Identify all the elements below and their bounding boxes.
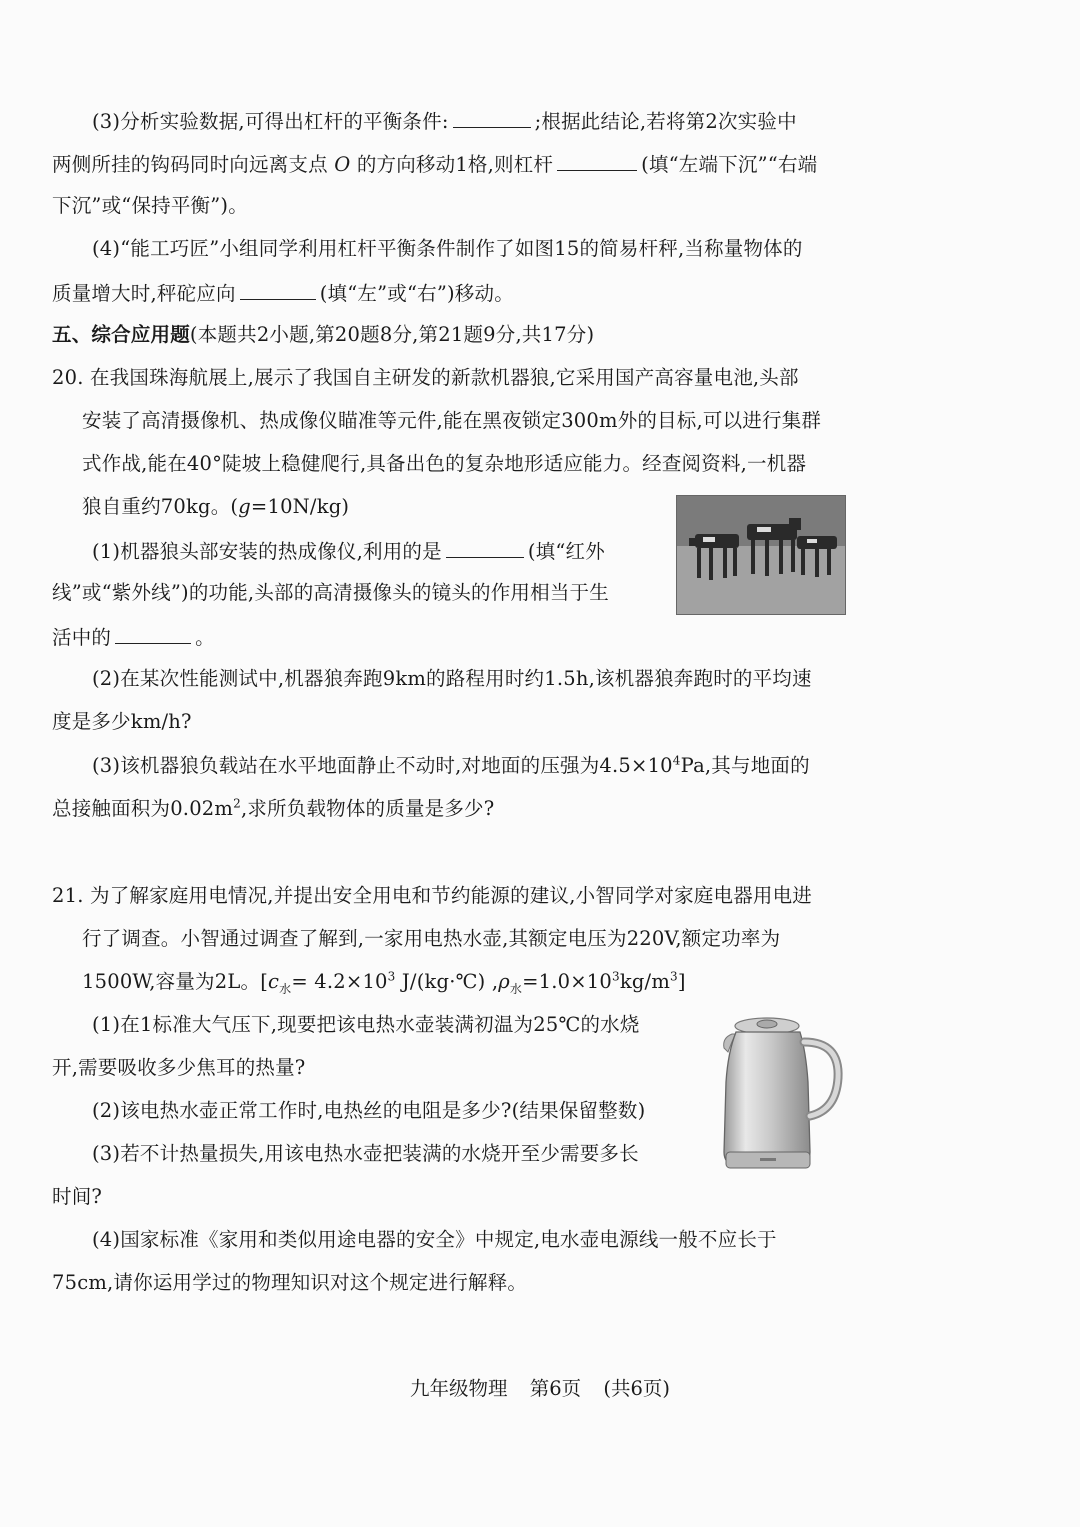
text: 开,需要吸收多少焦耳的热量? — [52, 1056, 306, 1079]
density-symbol: ρ — [498, 970, 510, 993]
text: 两侧所挂的钩码同时向远离支点 — [52, 153, 328, 176]
answer-blank — [453, 107, 531, 128]
text: 活中的 — [52, 626, 112, 649]
text: 。 — [195, 626, 215, 649]
robot-wolf-photo — [676, 495, 846, 615]
answer-blank — [240, 279, 316, 300]
text: =1.0×10 — [522, 970, 613, 993]
q20-part1-line1 — [92, 537, 605, 565]
text: kg/m — [619, 970, 671, 993]
point-o: O — [334, 153, 351, 176]
text: (填“红外 — [527, 540, 605, 563]
text: 狼自重约70kg。( — [82, 495, 239, 518]
specific-heat-symbol: c — [268, 970, 280, 993]
subscript: 水 — [279, 981, 292, 996]
text: (3)分析实验数据,可得出杠杆的平衡条件: — [92, 110, 449, 133]
q20-line2 — [82, 408, 821, 434]
exponent: 4 — [672, 753, 681, 768]
text: ,求所负载物体的质量是多少? — [240, 797, 495, 820]
text: 行了调查。小智通过调查了解到,一家用电热水壶,其额定电压为220V,额定功率为 — [82, 927, 781, 950]
footer-page-number: 第6页 — [529, 1377, 582, 1400]
q20-part1-line2 — [52, 580, 609, 606]
text: 20. 在我国珠海航展上,展示了我国自主研发的新款机器狼,它采用国产高容量电池,头部 — [52, 366, 799, 389]
q21-line1 — [52, 883, 812, 909]
q20-part3-line2 — [52, 796, 494, 822]
q21-part4-line1 — [92, 1227, 777, 1253]
q20-line1 — [52, 365, 799, 391]
q21-line3 — [82, 969, 686, 995]
text: (2)该电热水壶正常工作时,电热丝的电阻是多少?(结果保留整数) — [92, 1099, 646, 1122]
q19-part4-line2 — [52, 279, 514, 307]
text: =10N/kg) — [250, 495, 350, 518]
q20-part3-line1 — [92, 753, 810, 779]
text: 75cm,请你运用学过的物理知识对这个规定进行解释。 — [52, 1271, 528, 1294]
q20-part2-line2 — [52, 709, 192, 735]
q20-line3 — [82, 451, 806, 477]
q21-line2 — [82, 926, 780, 952]
text: (1)机器狼头部安装的热成像仪,利用的是 — [92, 540, 442, 563]
kettle-icon — [712, 1012, 844, 1174]
text: 式作战,能在40°陡坡上稳健爬行,具备出色的复杂地形适应能力。经查阅资料,一机器 — [82, 452, 807, 475]
text: (4)国家标准《家用和类似用途电器的安全》中规定,电水壶电源线一般不应长于 — [92, 1228, 777, 1251]
text: = 4.2×10 — [291, 970, 388, 993]
page-footer — [0, 1376, 1080, 1402]
text: 时间? — [52, 1185, 103, 1208]
text: Pa,其与地面的 — [680, 754, 810, 777]
text: 1500W,容量为2L。[ — [82, 970, 269, 993]
robot-wolf-icon — [677, 496, 845, 614]
text: (填“左端下沉”“右端 — [641, 153, 818, 176]
q21-part1-line2 — [52, 1055, 305, 1081]
q20-part2-line1 — [92, 666, 812, 692]
text: 21. 为了解家庭用电情况,并提出安全用电和节约能源的建议,小智同学对家庭电器用电进 — [52, 884, 813, 907]
q19-part3-line2 — [52, 150, 817, 178]
exponent: 3 — [387, 969, 396, 984]
answer-blank — [115, 623, 191, 644]
text: 质量增大时,秤砣应向 — [52, 282, 236, 305]
exponent: 3 — [670, 969, 678, 984]
q20-line4 — [82, 494, 349, 520]
footer-subject: 九年级物理 — [410, 1377, 508, 1400]
gravity-symbol: g — [238, 495, 251, 518]
q21-part1-line1 — [92, 1012, 640, 1038]
text: (3)若不计热量损失,用该电热水壶把装满的水烧开至少需要多长 — [92, 1142, 639, 1165]
text: (2)在某次性能测试中,机器狼奔跑9km的路程用时约1.5h,该机器狼奔跑时的平均速 — [92, 667, 812, 690]
text: (填“左”或“右”)移动。 — [319, 282, 514, 305]
q21-part2 — [92, 1098, 645, 1124]
electric-kettle-photo — [712, 1012, 844, 1174]
text: (4)“能工巧匠”小组同学利用杠杆平衡条件制作了如图15的简易杆秤,当称量物体的 — [92, 237, 803, 260]
text: ] — [677, 970, 686, 993]
answer-blank — [446, 537, 524, 558]
section5-header — [52, 322, 594, 348]
q21-part3-line2 — [52, 1184, 102, 1210]
q21-part3-line1 — [92, 1141, 639, 1167]
section-desc: (本题共2小题,第20题8分,第21题9分,共17分) — [189, 323, 595, 346]
q21-part4-line2 — [52, 1270, 527, 1296]
text: (1)在1标准大气压下,现要把该电热水壶装满初温为25℃的水烧 — [92, 1013, 640, 1036]
footer-total-pages: (共6页) — [603, 1377, 670, 1400]
text: 的方向移动1格,则杠杆 — [356, 153, 554, 176]
q19-part3-line1 — [92, 107, 797, 135]
q19-part4-line1 — [92, 236, 803, 262]
text: 安装了高清摄像机、热成像仪瞄准等元件,能在黑夜锁定300m外的目标,可以进行集群 — [82, 409, 822, 432]
answer-blank — [557, 150, 637, 171]
text: 度是多少km/h? — [52, 710, 192, 733]
q20-part1-line3 — [52, 623, 215, 651]
text: (3)该机器狼负载站在水平地面静止不动时,对地面的压强为4.5×10 — [92, 754, 673, 777]
text: J/(kg·℃) , — [395, 970, 499, 993]
q19-part3-line3 — [52, 193, 248, 219]
text: ;根据此结论,若将第2次实验中 — [534, 110, 797, 133]
text: 总接触面积为0.02m — [52, 797, 234, 820]
exponent: 2 — [233, 796, 241, 811]
subscript: 水 — [509, 981, 523, 996]
text: 下沉”或“保持平衡”)。 — [52, 194, 248, 217]
text: 线”或“紫外线”)的功能,头部的高清摄像头的镜头的作用相当于生 — [52, 581, 609, 604]
section-title: 五、综合应用题 — [52, 323, 190, 346]
exponent: 3 — [612, 969, 620, 984]
